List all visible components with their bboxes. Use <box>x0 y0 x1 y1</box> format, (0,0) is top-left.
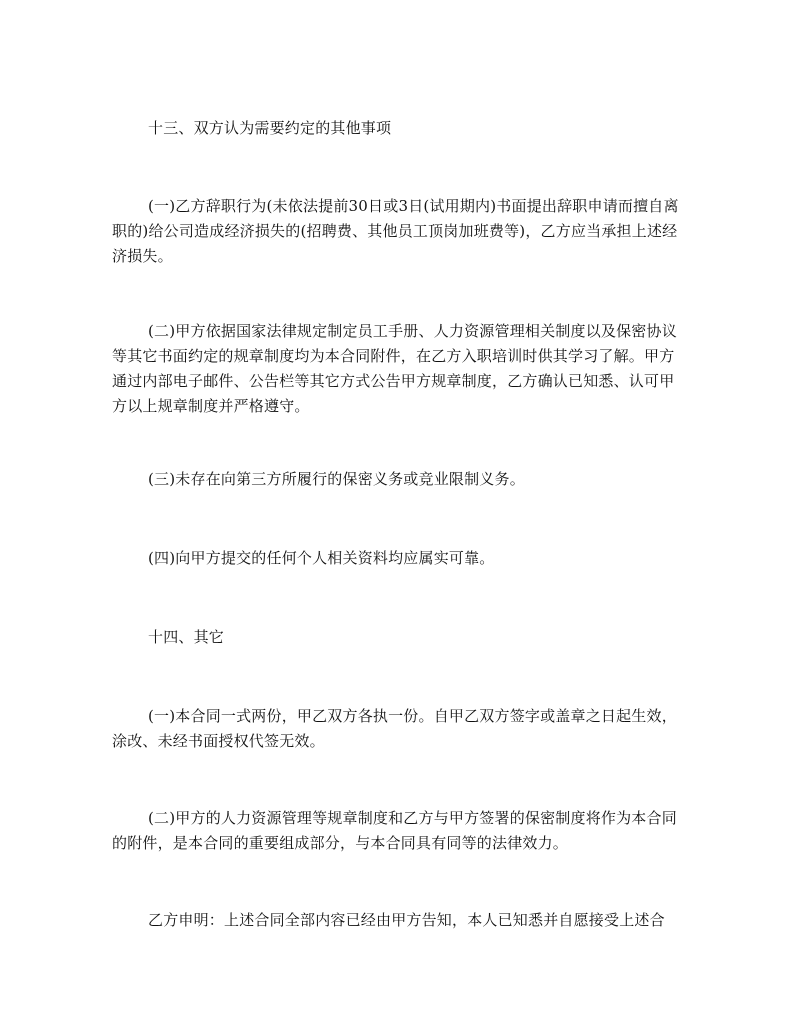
section-13-item-1: (一)乙方辞职行为(未依法提前30日或3日(试用期内)书面提出辞职申请而擅自离职的)给公司造成经济损失的(招聘费、其他员工顶岗加班费等)，乙方应当承担上述经济损失。 <box>112 197 679 265</box>
section-13-item-3: (三)未存在向第三方所履行的保密义务或竞业限制义务。 <box>148 470 525 488</box>
declaration-paragraph: 乙方申明：上述合同全部内容已经由甲方告知，本人已知悉并自愿接受上述合 <box>148 911 665 929</box>
section-13-item-4: (四)向甲方提交的任何个人相关资料均应属实可靠。 <box>148 549 495 567</box>
section-14-heading: 十四、其它 <box>148 628 225 646</box>
section-13-item-2: (二)甲方依据国家法律规定制定员工手册、人力资源管理相关制度以及保密协议等其它书面约定的规章制度均为本合同附件，在乙方入职培训时供其学习了解。甲方通过内部电子邮件、公告栏等其它方式公告甲方规章制度，乙方确认已知悉、认可甲方以上规章制度并严格遵守。 <box>112 322 677 415</box>
section-13-heading: 十三、双方认为需要约定的其他事项 <box>148 119 392 137</box>
section-14-item-2: (二)甲方的人力资源管理等规章制度和乙方与甲方签署的保密制度将作为本合同的附件，是本合同的重要组成部分，与本合同具有同等的法律效力。 <box>112 809 677 852</box>
section-14-item-1: (一)本合同一式两份，甲乙双方各执一份。自甲乙双方签字或盖章之日起生效，涂改、未经书面授权代签无效。 <box>112 707 677 750</box>
